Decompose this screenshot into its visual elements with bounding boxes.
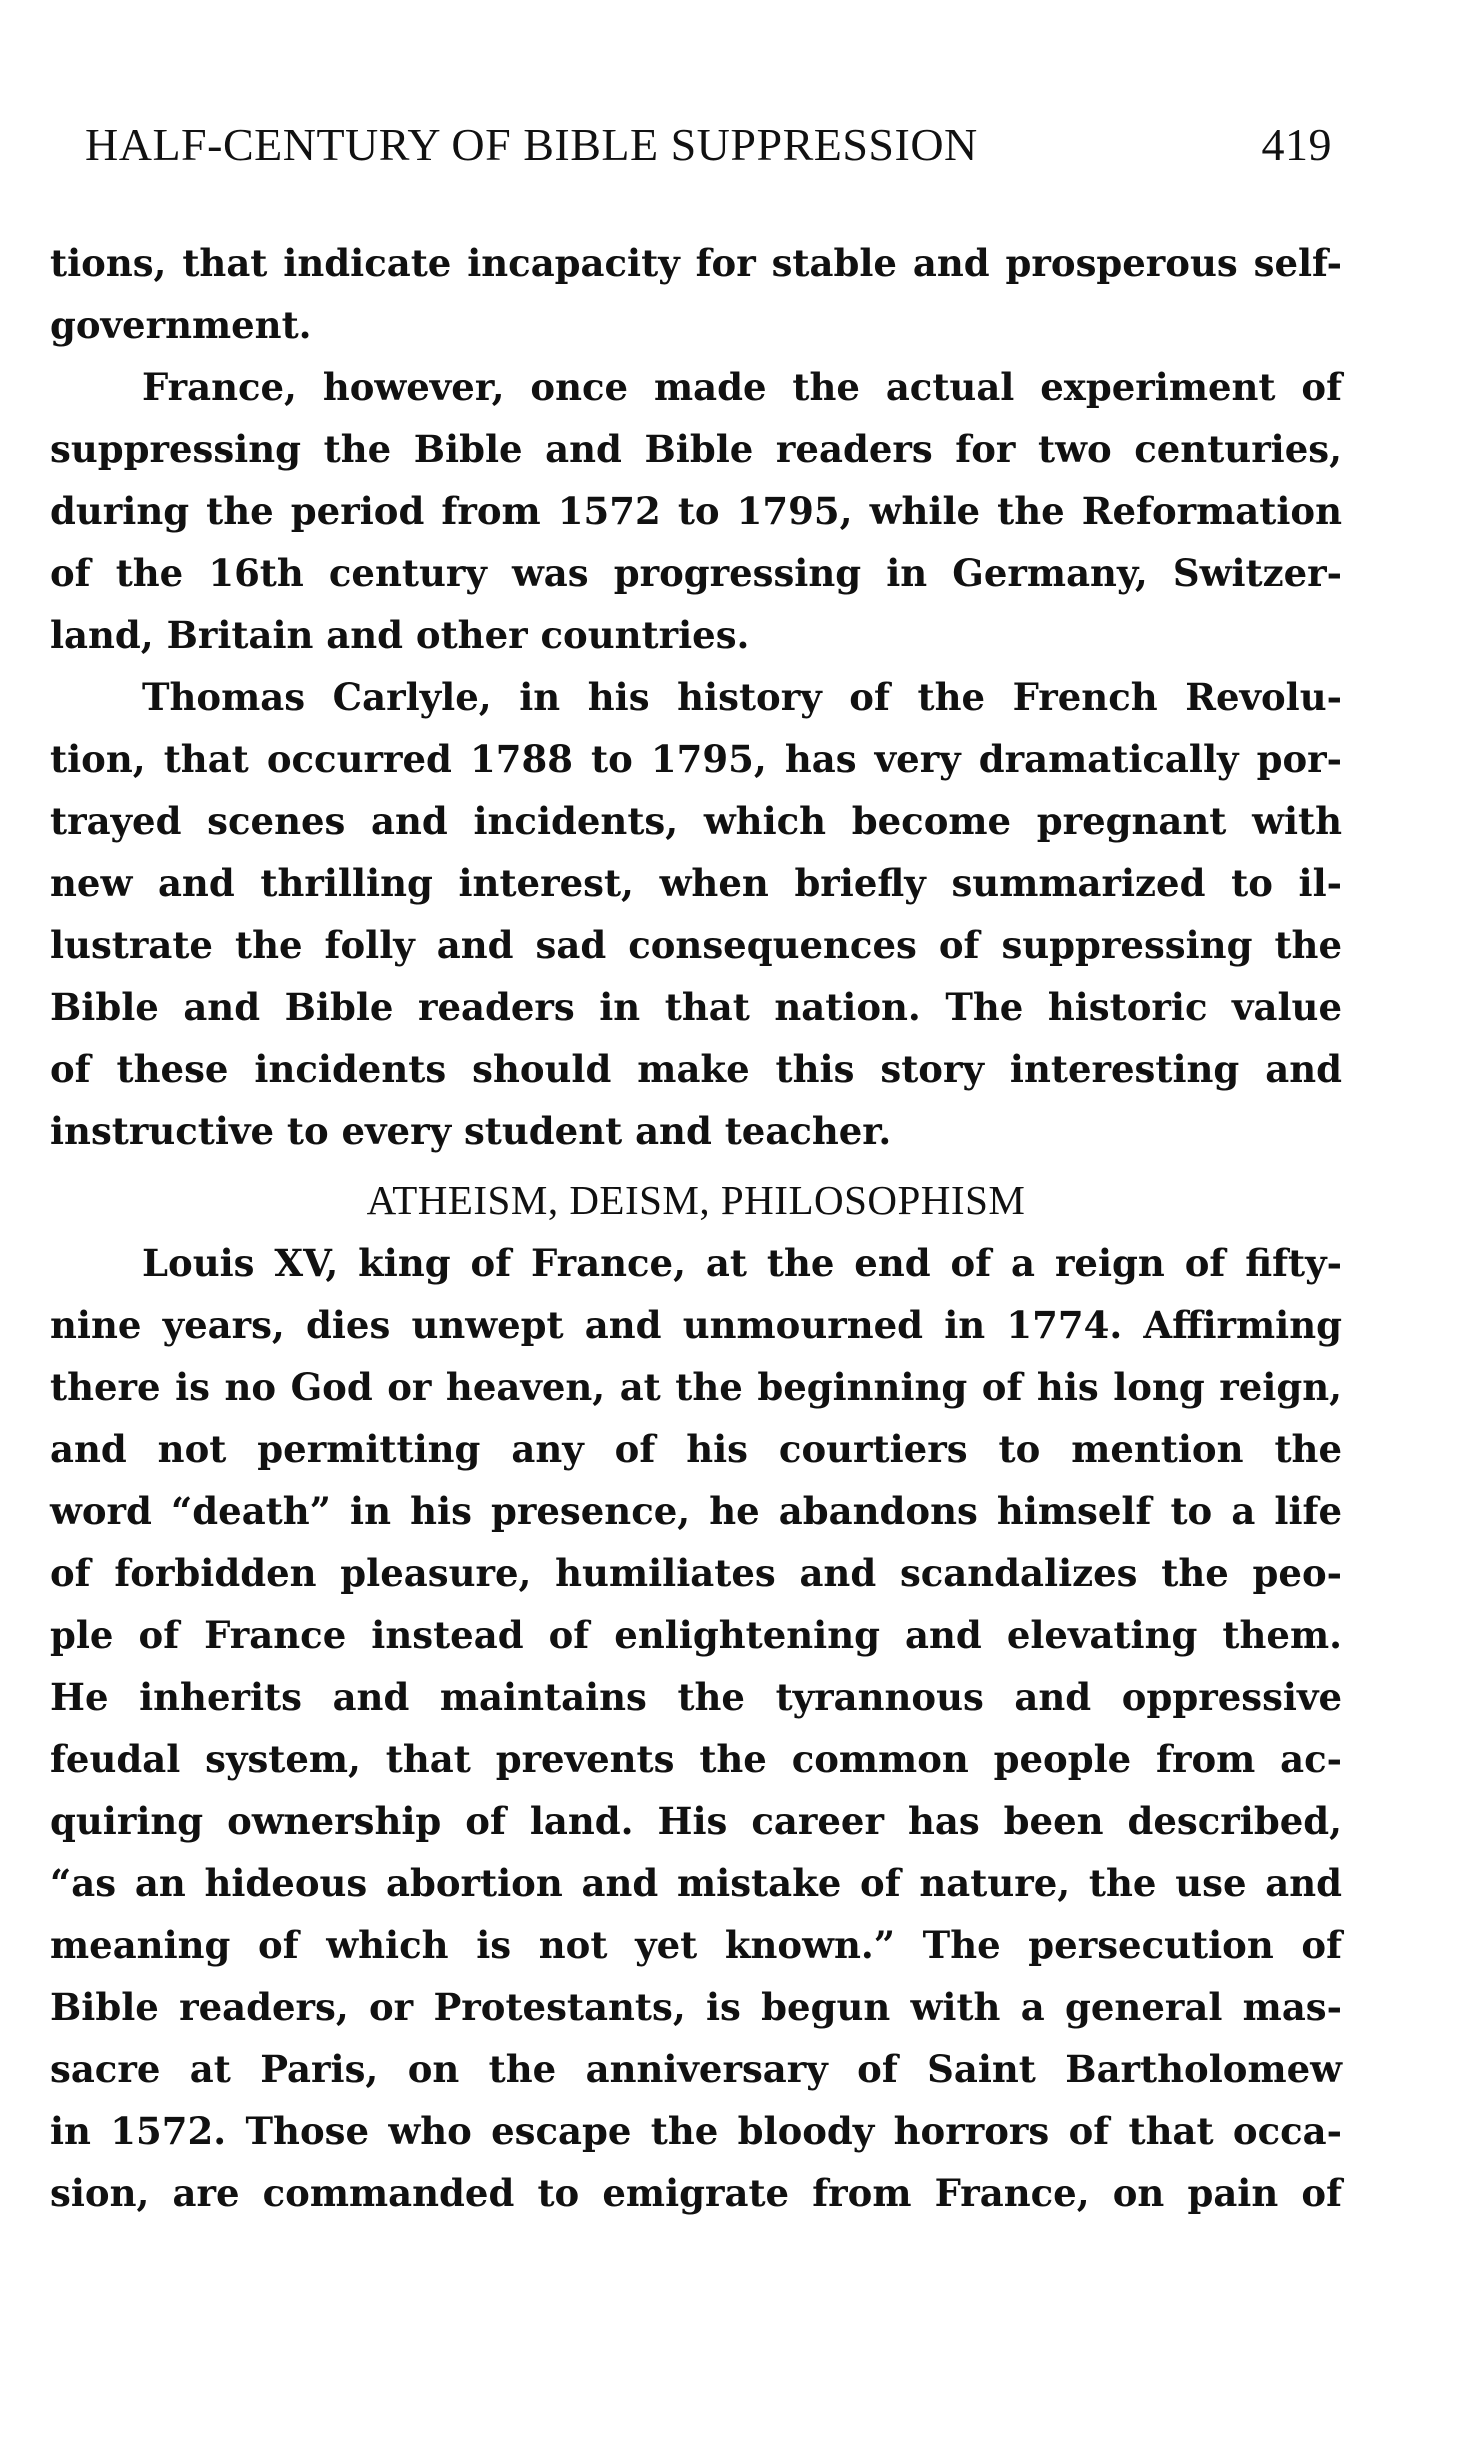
text-line: quiring ownership of land. His career has been described, xyxy=(50,1799,1342,1843)
paragraph-carlyle xyxy=(50,666,1342,1162)
text-line: lustrate the folly and sad consequences of suppressing the xyxy=(50,923,1342,967)
running-title: HALF-CENTURY OF BIBLE SUPPRESSION xyxy=(85,119,978,170)
text-line: feudal system, that prevents the common people from ac- xyxy=(50,1737,1342,1781)
text-line: instructive to every student and teacher. xyxy=(50,1109,892,1153)
text-line: Thomas Carlyle, in his history of the French Revolu- xyxy=(142,675,1342,719)
text-line: land, Britain and other countries. xyxy=(50,613,750,657)
text-line: sion, are commanded to emigrate from France, on pain of xyxy=(50,2171,1342,2215)
text-line: He inherits and maintains the tyrannous and oppressive xyxy=(50,1675,1342,1719)
text-line: new and thrilling interest, when briefly summarized to il- xyxy=(50,861,1342,905)
text-line: there is no God or heaven, at the beginning of his long reign, xyxy=(50,1365,1342,1409)
text-line: and not permitting any of his courtiers to mention the xyxy=(50,1427,1342,1471)
text-line: France, however, once made the actual experiment of xyxy=(142,365,1342,409)
text-line: “as an hideous abortion and mistake of nature, the use and xyxy=(50,1861,1342,1905)
text-line: of the 16th century was progressing in Germany, Switzer- xyxy=(50,551,1342,595)
paragraph-continuation xyxy=(50,232,1342,356)
section-heading: ATHEISM, DEISM, PHILOSOPHISM xyxy=(366,1177,1026,1223)
text-line: government. xyxy=(50,303,312,347)
text-line: Louis XV, king of France, at the end of a reign of fifty- xyxy=(142,1241,1342,1285)
text-line: nine years, dies unwept and unmourned in 1774. Affirming xyxy=(50,1303,1342,1347)
text-line: suppressing the Bible and Bible readers for two centuries, xyxy=(50,427,1342,471)
text-line: tions, that indicate incapacity for stable and prosperous self- xyxy=(50,241,1342,285)
text-line: trayed scenes and incidents, which become pregnant with xyxy=(50,799,1342,843)
body-text xyxy=(50,232,1342,2224)
text-line: during the period from 1572 to 1795, while the Reformation xyxy=(50,489,1342,533)
text-line: tion, that occurred 1788 to 1795, has very dramatically por- xyxy=(50,737,1342,781)
running-head xyxy=(85,118,1340,198)
text-line: in 1572. Those who escape the bloody horrors of that occa- xyxy=(50,2109,1342,2153)
text-line: of these incidents should make this story interesting and xyxy=(50,1047,1342,1091)
text-line: Bible and Bible readers in that nation. The historic value xyxy=(50,985,1342,1029)
text-line: Bible readers, or Protestants, is begun with a general mas- xyxy=(50,1985,1342,2029)
paragraph-louis-xv xyxy=(50,1232,1342,2224)
text-line: ple of France instead of enlightening and elevating them. xyxy=(50,1613,1342,1657)
text-line: meaning of which is not yet known.” The persecution of xyxy=(50,1923,1342,1967)
text-line: word “death” in his presence, he abandons himself to a life xyxy=(50,1489,1342,1533)
text-line: of forbidden pleasure, humiliates and scandalizes the peo- xyxy=(50,1551,1342,1595)
page-number: 419 xyxy=(1261,119,1332,170)
text-line: sacre at Paris, on the anniversary of Saint Bartholomew xyxy=(50,2047,1342,2091)
paragraph-france-experiment xyxy=(50,356,1342,666)
